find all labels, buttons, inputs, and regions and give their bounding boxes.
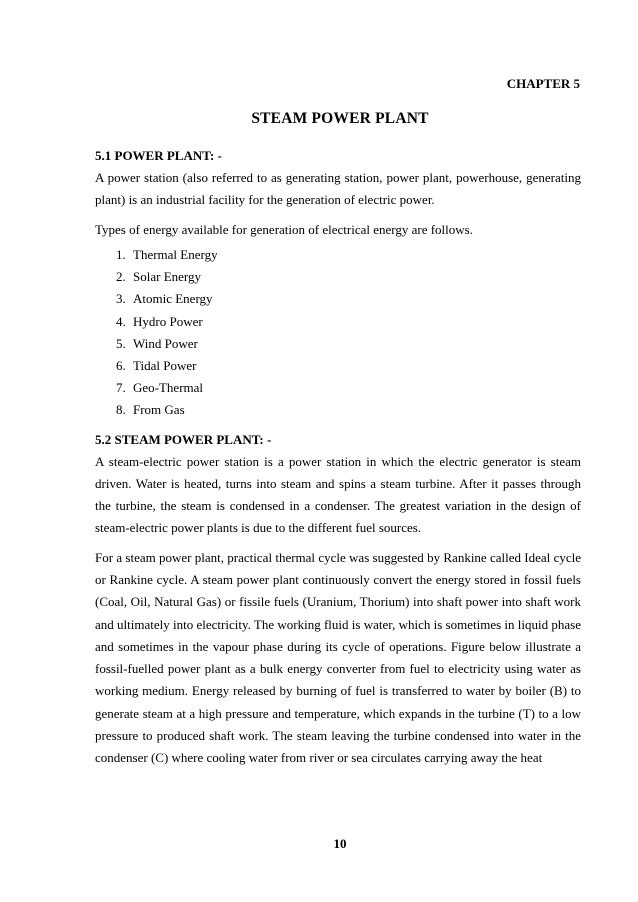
paragraph-power-station-definition: A power station (also referred to as generating station, power plant, powerhouse, generating plant) is an industrial facility for the generation of electric power. <box>95 170 581 208</box>
list-item: 4. Hydro Power <box>129 311 581 333</box>
page-title: STEAM POWER PLANT <box>251 110 429 127</box>
list-item: 7. Geo-Thermal <box>129 377 581 399</box>
page-number: 10 <box>333 836 347 851</box>
list-item: 3. Atomic Energy <box>129 288 581 310</box>
list-item: 1. Thermal Energy <box>129 244 581 266</box>
energy-types-list <box>95 244 581 422</box>
paragraph-rankine-cycle: For a steam power plant, practical thermal cycle was suggested by Rankine called Ideal cycle or Rankine cycle. A steam power plant continuously convert the energy stored in fossil fuels (Coal, Oil, Natural Gas) or fissile fuels (Uranium, Thorium) into shaft power into shaft work and ultimately into electricity. The working fluid is water, which is sometimes in liquid phase and sometimes in the vapour phase during its cycle of operations. Figure below illustrate a fossil-fuelled power plant as a bulk energy converter from fuel to electricity using water as working medium. Energy released by burning of fuel is transferred to water by boiler (B) to generate steam at a high pressure and temperature, which expands in the turbine (T) to a low pressure to produced shaft work. The steam leaving the turbine condensed into water in the condenser (C) where cooling water from river or sea circulates carrying away the heat <box>95 549 581 766</box>
section-heading-power-plant: 5.1 POWER PLANT: - <box>95 148 222 163</box>
list-item: 6. Tidal Power <box>129 355 581 377</box>
paragraph-steam-electric-station: A steam-electric power station is a power station in which the electric generator is steam driven. Water is heated, turns into steam and spins a steam turbine. After it passes through the turbine, the steam is condensed in a condenser. The greatest variation in the design of steam-electric power plants is due to the different fuel sources. <box>95 453 581 536</box>
section-heading-steam-power-plant: 5.2 STEAM POWER PLANT: - <box>95 431 272 447</box>
body-content <box>95 145 581 770</box>
list-item: 8. From Gas <box>129 399 581 421</box>
list-item: 5. Wind Power <box>129 333 581 355</box>
list-item: 2. Solar Energy <box>129 266 581 288</box>
chapter-label: CHAPTER 5 <box>506 76 580 91</box>
paragraph-energy-types-intro: Types of energy available for generation of electrical energy are follows. <box>95 221 473 237</box>
